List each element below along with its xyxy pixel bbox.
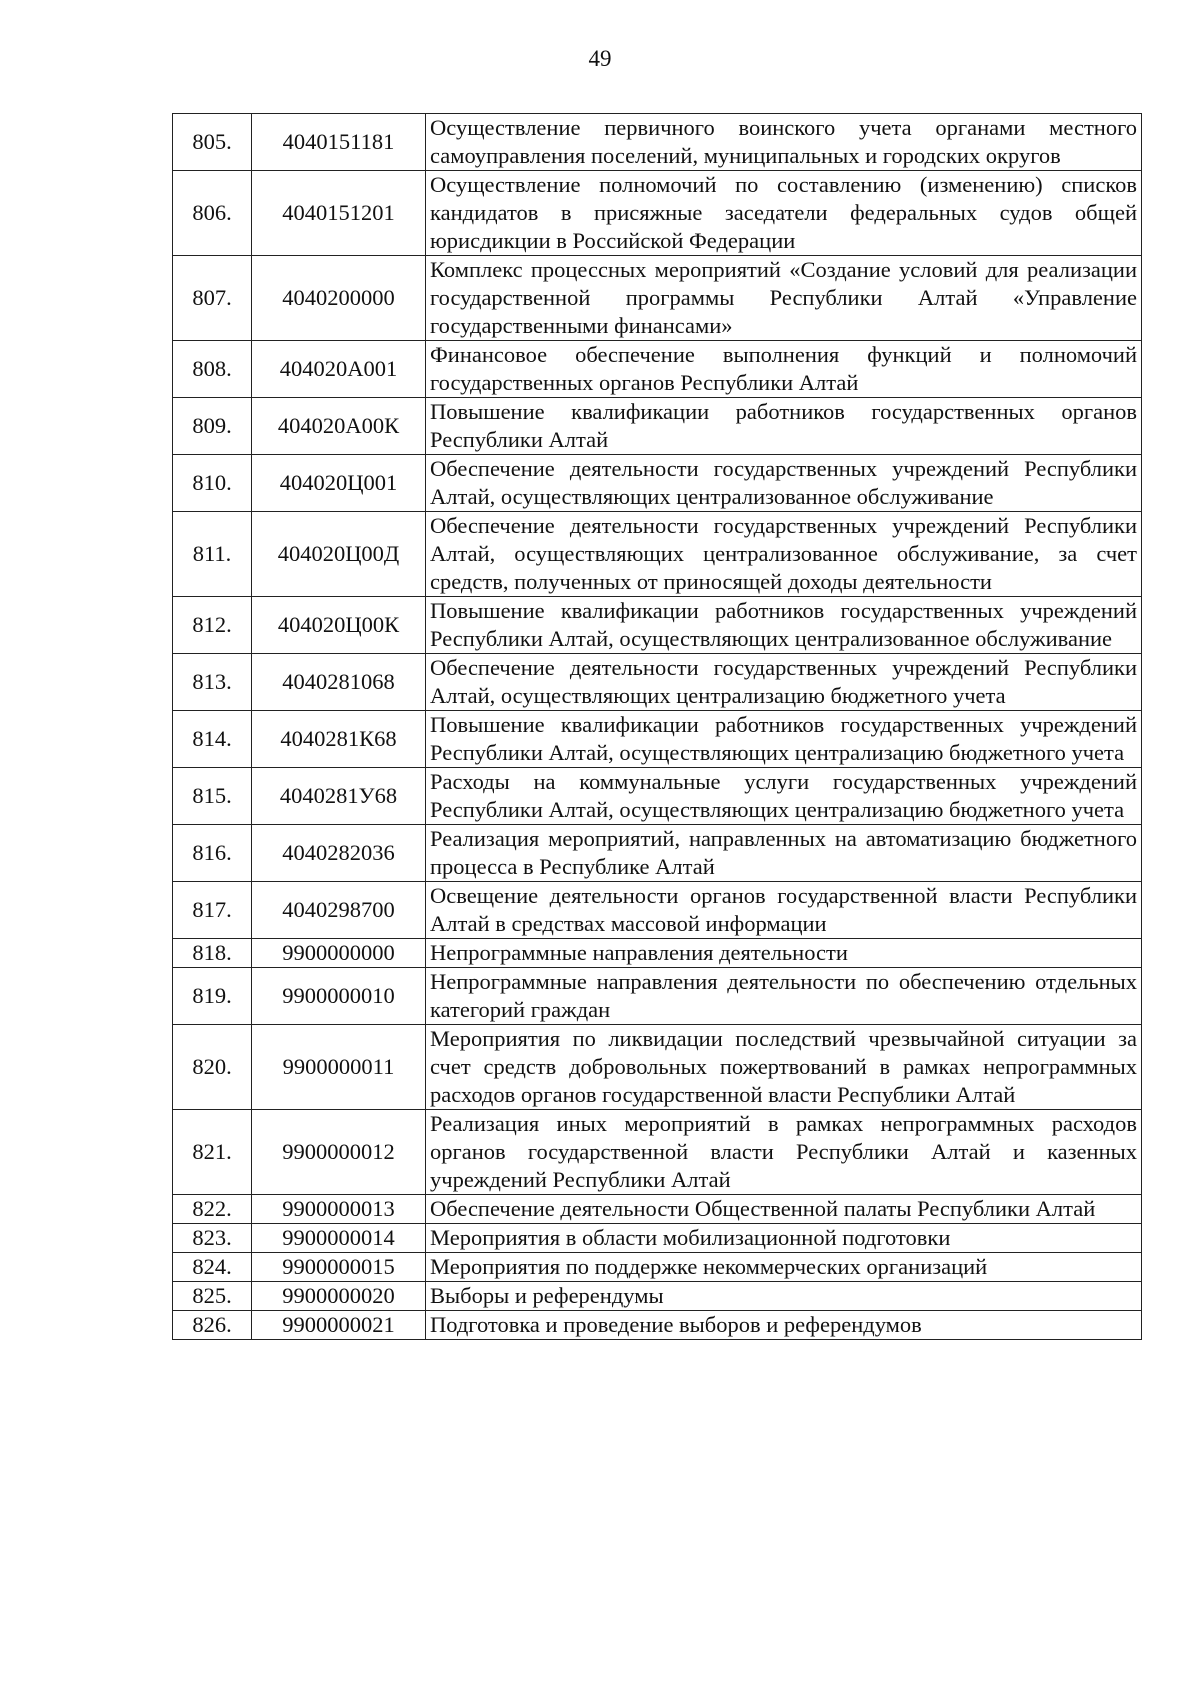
target-code: 4040151181 (252, 114, 426, 171)
row-number: 814. (173, 711, 252, 768)
description: Непрограммные направления деятельности по обеспечению отдельных категорий граждан (426, 968, 1142, 1025)
target-code: 4040298700 (252, 882, 426, 939)
row-number: 818. (173, 939, 252, 968)
page-number: 49 (588, 46, 612, 71)
row-number: 825. (173, 1282, 252, 1311)
description: Обеспечение деятельности государственных учреждений Республики Алтай, осуществляющих централизацию бюджетного учета (426, 654, 1142, 711)
row-number: 815. (173, 768, 252, 825)
row-number: 809. (173, 398, 252, 455)
table-row (173, 968, 1142, 1025)
target-code: 9900000020 (252, 1282, 426, 1311)
table-row (173, 1224, 1142, 1253)
target-code: 9900000010 (252, 968, 426, 1025)
description: Обеспечение деятельности Общественной палаты Республики Алтай (426, 1195, 1142, 1224)
description: Выборы и референдумы (426, 1282, 1142, 1311)
description: Комплекс процессных мероприятий «Создание условий для реализации государственной программы Республики Алтай «Управление государственными финансами» (426, 256, 1142, 341)
target-code: 404020А001 (252, 341, 426, 398)
table-row (173, 711, 1142, 768)
row-number: 819. (173, 968, 252, 1025)
target-code: 404020Ц00Д (252, 512, 426, 597)
target-code: 9900000021 (252, 1311, 426, 1340)
table-row (173, 1282, 1142, 1311)
table-row (173, 597, 1142, 654)
description: Финансовое обеспечение выполнения функций и полномочий государственных органов Республики Алтай (426, 341, 1142, 398)
table-row (173, 1110, 1142, 1195)
table-row (173, 1253, 1142, 1282)
target-code: 4040282036 (252, 825, 426, 882)
target-code: 9900000013 (252, 1195, 426, 1224)
row-number: 813. (173, 654, 252, 711)
table-row (173, 1025, 1142, 1110)
row-number: 811. (173, 512, 252, 597)
table-row (173, 455, 1142, 512)
target-code: 9900000011 (252, 1025, 426, 1110)
description: Освещение деятельности органов государственной власти Республики Алтай в средствах массовой информации (426, 882, 1142, 939)
description: Мероприятия по поддержке некоммерческих организаций (426, 1253, 1142, 1282)
target-code: 404020Ц00К (252, 597, 426, 654)
table-row (173, 654, 1142, 711)
table-row (173, 256, 1142, 341)
table-row (173, 341, 1142, 398)
target-code: 9900000000 (252, 939, 426, 968)
description: Мероприятия по ликвидации последствий чрезвычайной ситуации за счет средств добровольных пожертвований в рамках непрограммных расходов органов государственной власти Республики Алтай (426, 1025, 1142, 1110)
table-row (173, 171, 1142, 256)
target-code: 404020Ц001 (252, 455, 426, 512)
row-number: 817. (173, 882, 252, 939)
row-number: 808. (173, 341, 252, 398)
target-code: 4040281К68 (252, 711, 426, 768)
description: Реализация иных мероприятий в рамках непрограммных расходов органов государственной власти Республики Алтай и казенных учреждений Республики Алтай (426, 1110, 1142, 1195)
row-number: 806. (173, 171, 252, 256)
table-row (173, 114, 1142, 171)
table-body (173, 114, 1142, 1340)
description: Расходы на коммунальные услуги государственных учреждений Республики Алтай, осуществляющих централизацию бюджетного учета (426, 768, 1142, 825)
target-code: 4040151201 (252, 171, 426, 256)
row-number: 812. (173, 597, 252, 654)
row-number: 826. (173, 1311, 252, 1340)
description: Реализация мероприятий, направленных на автоматизацию бюджетного процесса в Республике Алтай (426, 825, 1142, 882)
target-code: 9900000015 (252, 1253, 426, 1282)
description: Обеспечение деятельности государственных учреждений Республики Алтай, осуществляющих централизованное обслуживание (426, 455, 1142, 512)
table-row (173, 512, 1142, 597)
target-code: 9900000012 (252, 1110, 426, 1195)
description: Повышение квалификации работников государственных учреждений Республики Алтай, осуществляющих централизованное обслуживание (426, 597, 1142, 654)
row-number: 824. (173, 1253, 252, 1282)
table-row (173, 825, 1142, 882)
description: Осуществление полномочий по составлению (изменению) списков кандидатов в присяжные заседатели федеральных судов общей юрисдикции в Российской Федерации (426, 171, 1142, 256)
row-number: 820. (173, 1025, 252, 1110)
description: Мероприятия в области мобилизационной подготовки (426, 1224, 1142, 1253)
target-code: 4040281068 (252, 654, 426, 711)
table-row (173, 882, 1142, 939)
description: Подготовка и проведение выборов и референдумов (426, 1311, 1142, 1340)
row-number: 810. (173, 455, 252, 512)
table-row (173, 1195, 1142, 1224)
row-number: 805. (173, 114, 252, 171)
row-number: 821. (173, 1110, 252, 1195)
row-number: 807. (173, 256, 252, 341)
row-number: 822. (173, 1195, 252, 1224)
budget-codes-table (172, 113, 1142, 1340)
target-code: 404020А00К (252, 398, 426, 455)
row-number: 816. (173, 825, 252, 882)
target-code: 4040200000 (252, 256, 426, 341)
description: Непрограммные направления деятельности (426, 939, 1142, 968)
target-code: 4040281У68 (252, 768, 426, 825)
target-code: 9900000014 (252, 1224, 426, 1253)
table-row (173, 1311, 1142, 1340)
table-row (173, 398, 1142, 455)
table-row (173, 939, 1142, 968)
description: Осуществление первичного воинского учета органами местного самоуправления поселений, муниципальных и городских округов (426, 114, 1142, 171)
description: Обеспечение деятельности государственных учреждений Республики Алтай, осуществляющих централизованное обслуживание, за счет средств, полученных от приносящей доходы деятельности (426, 512, 1142, 597)
table-row (173, 768, 1142, 825)
row-number: 823. (173, 1224, 252, 1253)
description: Повышение квалификации работников государственных органов Республики Алтай (426, 398, 1142, 455)
description: Повышение квалификации работников государственных учреждений Республики Алтай, осуществляющих централизацию бюджетного учета (426, 711, 1142, 768)
